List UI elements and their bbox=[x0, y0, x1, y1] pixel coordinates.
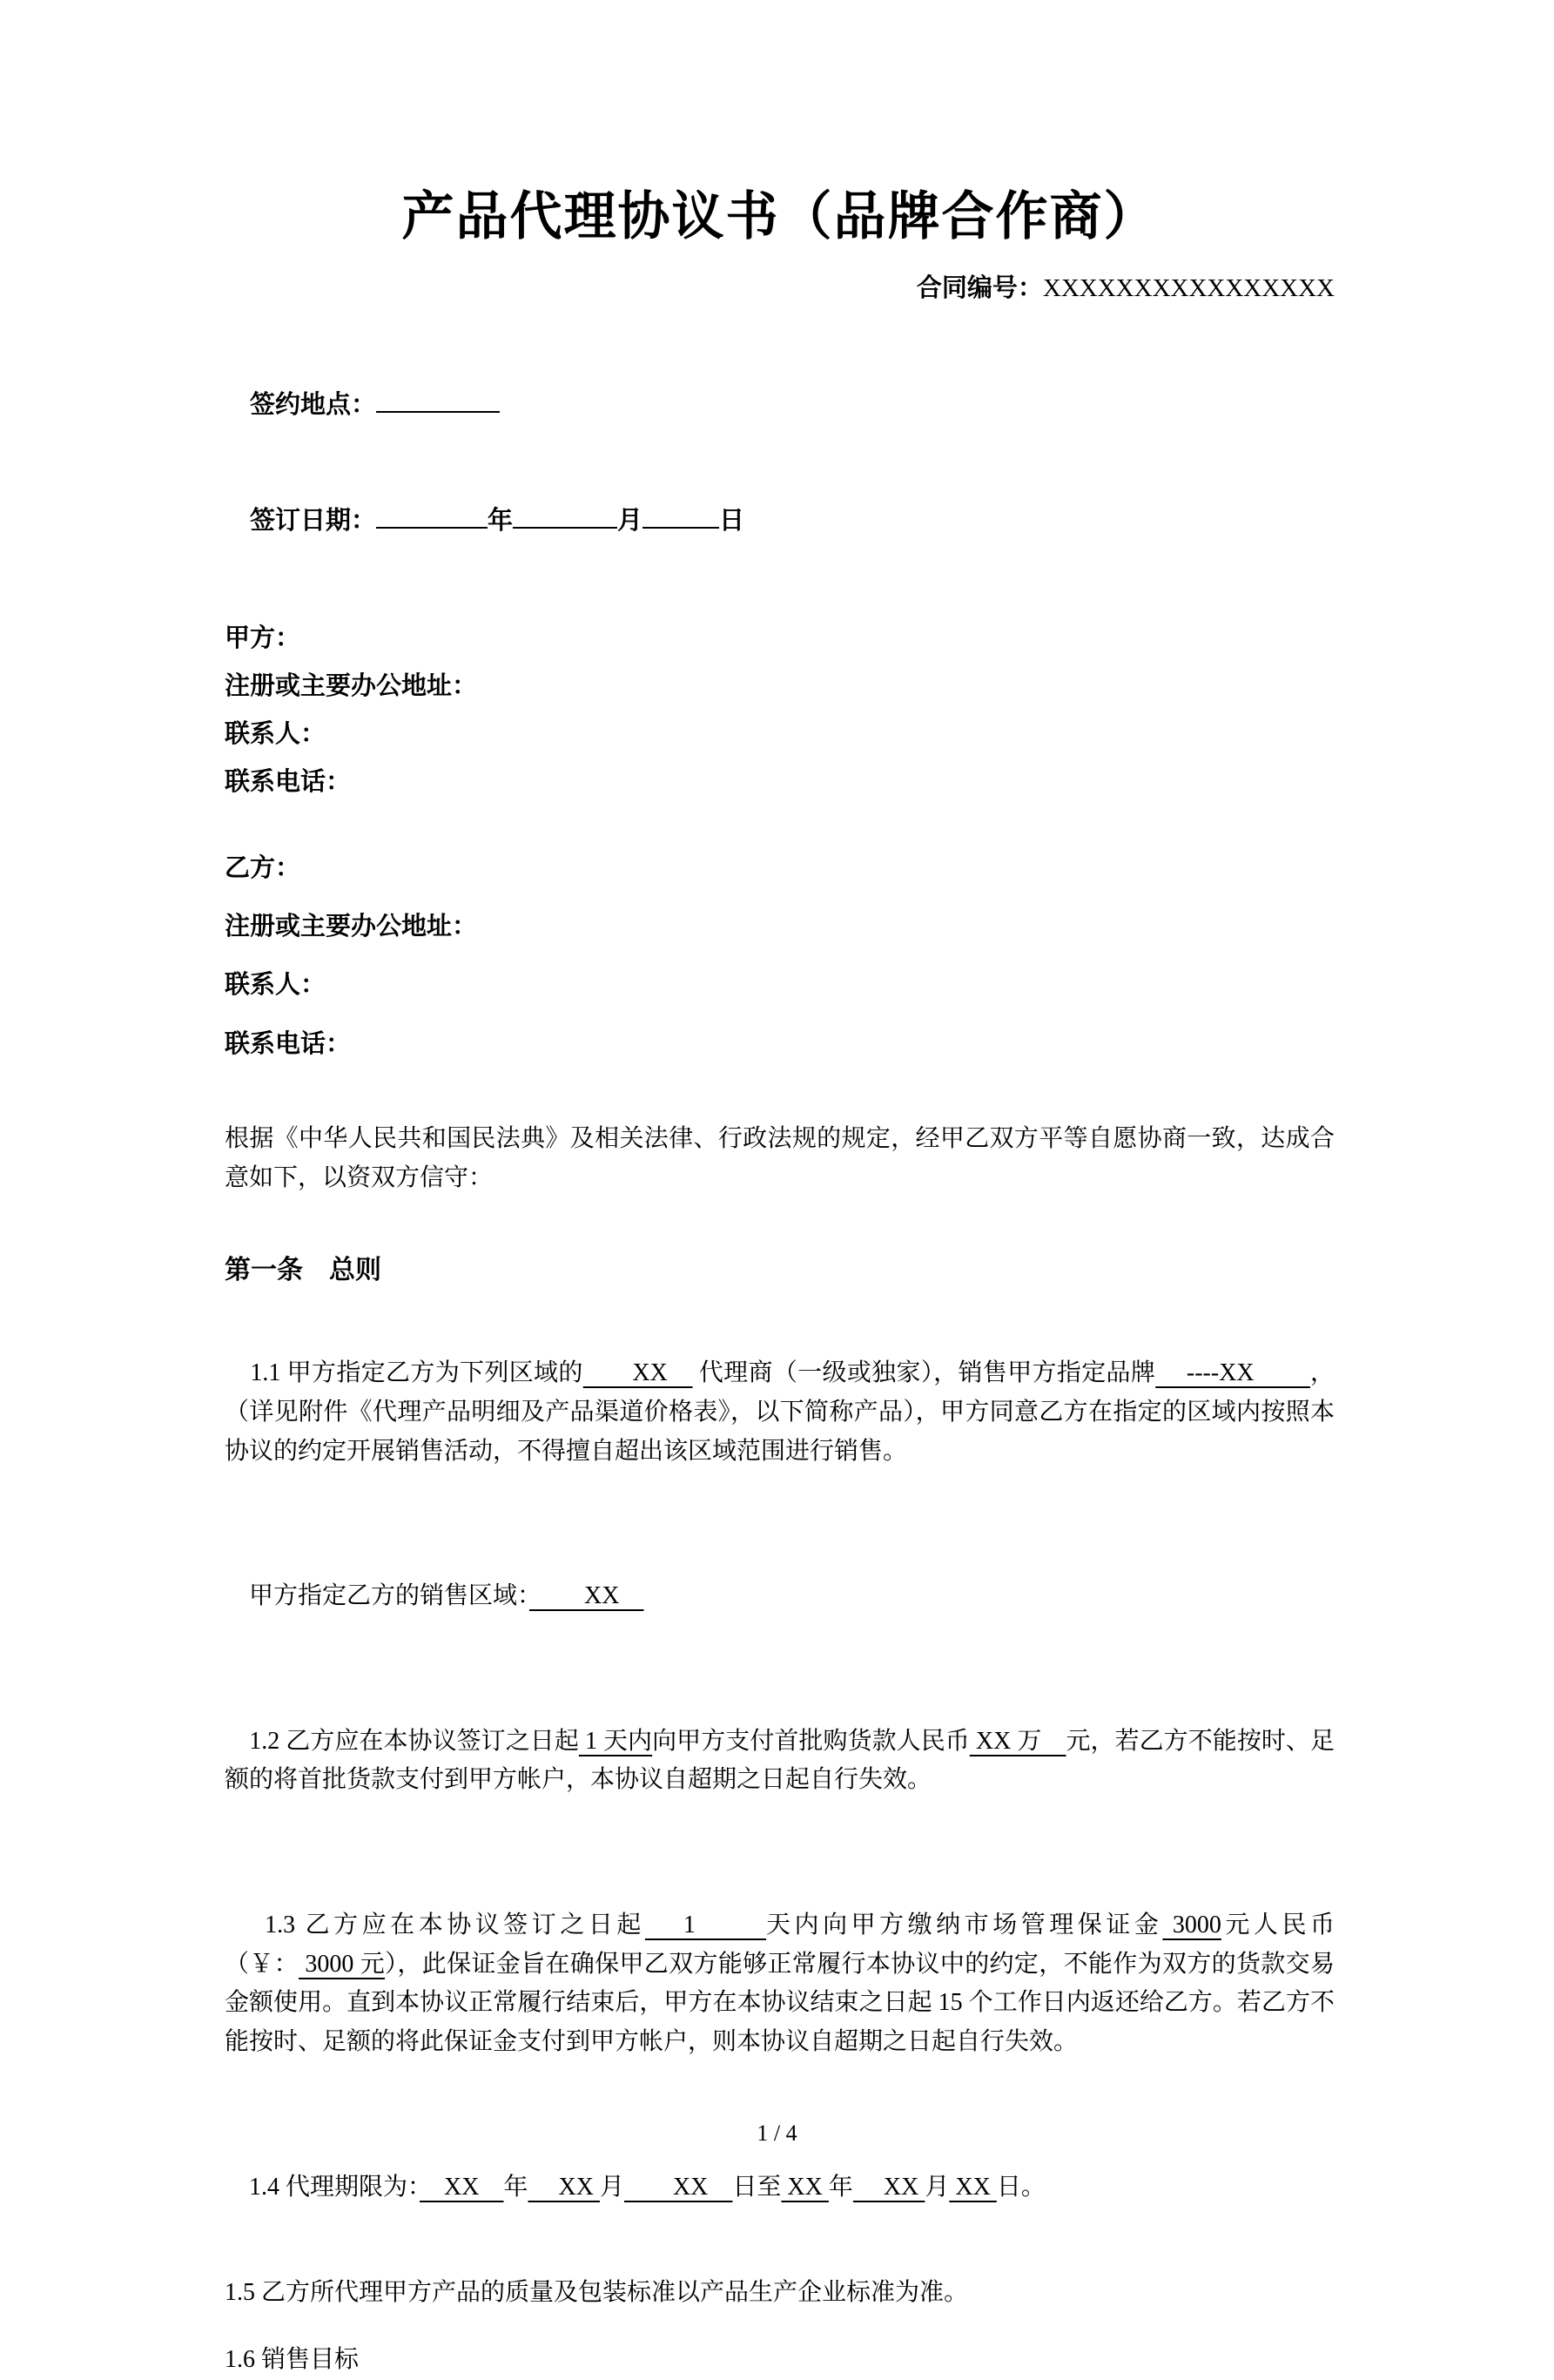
text-run: 1.3 乙方应在本协议签订之日起 bbox=[265, 1911, 645, 1938]
fill-in-underline: XX bbox=[852, 2173, 925, 2201]
month-label: 月 bbox=[617, 507, 643, 536]
party-a-name-label: 甲方： bbox=[225, 624, 301, 652]
page-title: 产品代理协议书（品牌合作商） bbox=[401, 188, 1158, 246]
party-a-address-label: 注册或主要办公地址： bbox=[225, 671, 478, 700]
sign-date-day-blank bbox=[642, 501, 719, 529]
sign-date-line bbox=[225, 467, 1335, 572]
contract-number-value: XXXXXXXXXXXXXXXX bbox=[1042, 274, 1335, 302]
text-run: 元，若乙方不能按时、足额的将首批货款支付到甲方帐户，本协议自超期之日起自行失效。 bbox=[225, 1727, 1335, 1794]
text-run: 甲方指定乙方的销售区域： bbox=[249, 1582, 530, 1610]
text-run: 天内向甲方缴纳市场管理保证金 bbox=[766, 1911, 1163, 1938]
sign-date-year-blank bbox=[376, 501, 488, 529]
day-label: 日 bbox=[719, 507, 745, 536]
fill-in-underline: XX bbox=[623, 2173, 733, 2201]
clause-1-2 bbox=[225, 1683, 1335, 1839]
text-run: 日。 bbox=[996, 2173, 1046, 2201]
text-run: 元人民币（￥： bbox=[225, 1911, 1335, 1978]
text-run: 代理商（一级或独家），销售甲方指定品牌 bbox=[692, 1359, 1156, 1387]
text-run: 1.4 代理期限为： bbox=[249, 2173, 420, 2201]
party-b-block bbox=[225, 852, 1335, 1062]
sales-region-line bbox=[225, 1538, 1335, 1655]
section-1-heading: 第一条 总则 bbox=[225, 1256, 381, 1285]
party-b-address-label: 注册或主要办公地址： bbox=[225, 913, 478, 941]
text-run: 日至 bbox=[732, 2173, 782, 2201]
fill-in-underline: XX bbox=[420, 2173, 504, 2201]
sign-place-label: 签约地点： bbox=[250, 390, 377, 419]
fill-in-underline: XX bbox=[529, 1582, 644, 1610]
fill-in-underline: XX bbox=[582, 1359, 693, 1387]
preamble-paragraph: 根据《中华人民共和国民法典》及相关法律、行政法规的规定，经甲乙双方平等自愿协商一致，达成合意如下，以资双方信守： bbox=[225, 1124, 1335, 1192]
text-run: 月 bbox=[599, 2173, 624, 2201]
text-run: ，（详见附件《代理产品明细及产品渠道价格表》，以下简称产品），甲方同意乙方在指定的区域内按照本协议的约定开展销售活动，不得擅自超出该区域范围进行销售。 bbox=[225, 1359, 1335, 1465]
fill-in-underline: XX 万 bbox=[969, 1727, 1066, 1755]
fill-in-underline: XX bbox=[781, 2173, 829, 2201]
text-run: 向甲方支付首批购货款人民币 bbox=[652, 1727, 970, 1755]
contract-number-label: 合同编号： bbox=[916, 274, 1043, 302]
clause-1-6: 1.6 销售目标 bbox=[225, 2345, 360, 2373]
party-b-contact-label: 联系人： bbox=[225, 971, 326, 1000]
fill-in-underline: 3000 bbox=[1162, 1911, 1221, 1938]
text-run: ），此保证金旨在确保甲乙双方能够正常履行本协议中的约定，不能作为双方的货款交易金额使用。直到本协议正常履行结束后，甲方在本协议结束之日起 15 个工作日内返还给乙方。若乙方不能按时、足额的将此保证金支付到甲方帐户，则本协议自超期之日起自行失效。 bbox=[225, 1950, 1335, 2056]
fill-in-underline: 1 天内 bbox=[578, 1727, 653, 1755]
sign-date-month-blank bbox=[513, 501, 617, 529]
text-run: 月 bbox=[925, 2173, 950, 2201]
fill-in-underline: XX bbox=[528, 2173, 600, 2201]
sign-place-line bbox=[225, 351, 1335, 456]
text-run: 年 bbox=[503, 2173, 528, 2201]
party-b-phone-label: 联系电话： bbox=[225, 1029, 352, 1058]
contract-number-line bbox=[225, 273, 1335, 306]
clause-1-3 bbox=[225, 1867, 1335, 2101]
fill-in-underline: XX bbox=[949, 2173, 997, 2201]
text-run: 年 bbox=[828, 2173, 853, 2201]
fill-in-underline: ----XX bbox=[1155, 1359, 1310, 1387]
year-label: 年 bbox=[488, 507, 514, 536]
clause-1-5: 1.5 乙方所代理甲方产品的质量及包装标准以产品生产企业标准为准。 bbox=[225, 2279, 969, 2307]
fill-in-underline: 1 bbox=[644, 1911, 767, 1938]
party-a-contact-label: 联系人： bbox=[225, 719, 326, 748]
clause-1-1 bbox=[225, 1315, 1335, 1510]
text-run: 1.2 乙方应在本协议签订之日起 bbox=[249, 1727, 579, 1755]
fill-in-underline: 3000 元 bbox=[299, 1950, 386, 1978]
sign-place-blank bbox=[376, 385, 500, 413]
party-a-phone-label: 联系电话： bbox=[225, 767, 352, 796]
party-a-block bbox=[225, 622, 1335, 800]
party-b-name-label: 乙方： bbox=[225, 854, 301, 883]
sign-date-label: 签订日期： bbox=[250, 507, 377, 536]
text-run: 1.1 甲方指定乙方为下列区域的 bbox=[250, 1359, 583, 1387]
page-number: 1 / 4 bbox=[757, 2120, 797, 2146]
